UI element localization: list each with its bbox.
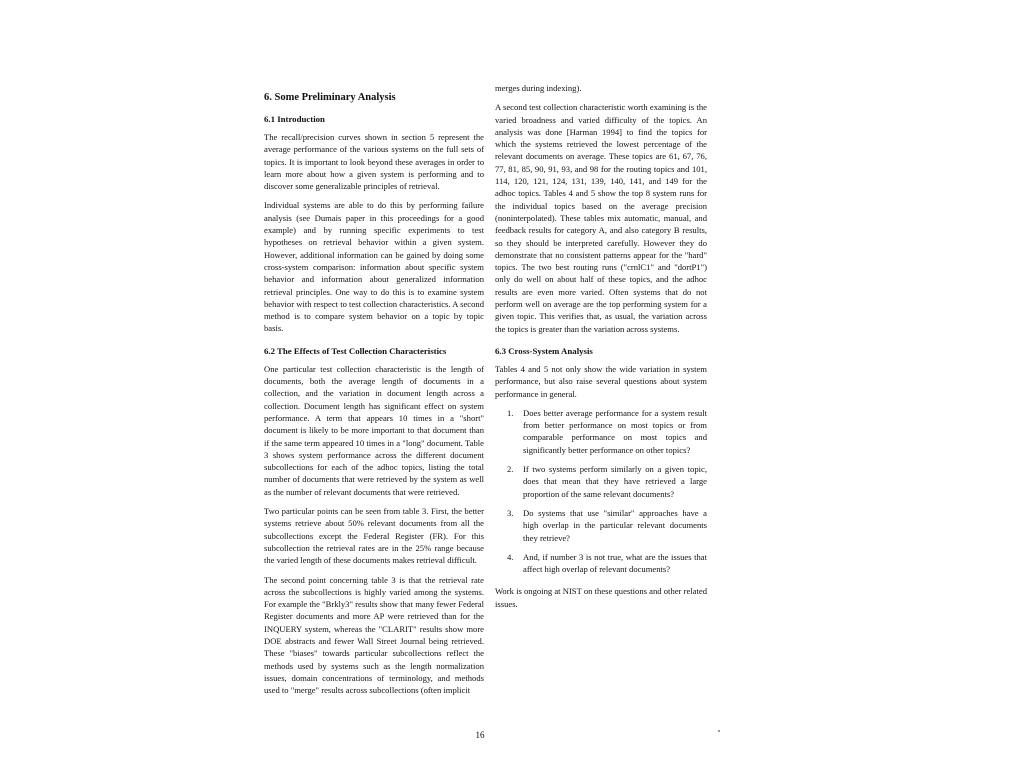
paragraph: Tables 4 and 5 not only show the wide variation in system performance, but also raise several questions about system performance in general. [495,363,707,399]
paragraph: Work is ongoing at NIST on these questions and other related issues. [495,586,707,609]
paragraph: The second point concerning table 3 is that the retrieval rate across the subcollections is highly varied among the systems. For example the "Brkly3" results show that many fewer Federal Register documents and more AP were retrieved than for the INQUERY system, whereas the "CLARIT" results show more DOE abstracts and fewer Wall Street Journal being retrieved. These "biases" towards particular subcollections reflect the methods used by systems such as the length normalization issues, domain concentrations of terminology, and methods used to "merge" results across subcollections (often implicit [264,574,484,696]
list-item [495,507,707,544]
list-item [495,407,707,456]
paragraph: The recall/precision curves shown in section 5 represent the average performance of the various systems on the full sets of topics. It is important to look beyond these averages in order to learn more about how a given system is performing and to discover some generalizable principles of retrieval. [264,132,484,192]
subsection-heading-6-3: 6.3 Cross-System Analysis [495,345,593,356]
section-title: 6. Some Preliminary Analysis [264,92,396,103]
list-number: 4. [507,551,514,562]
list-number: 2. [507,464,514,475]
list-number: 1. [507,407,514,418]
list-item-text: If two systems perform similarly on a given topic, does that mean that they have retrieved a large proportion of the same relevant documents? [523,464,707,499]
list-item [495,551,707,576]
question-list [495,407,707,576]
list-item-text: And, if number 3 is not true, what are the issues that affect high overlap of relevant documents? [523,551,707,575]
page-number: 16 [475,730,485,740]
paragraph: Two particular points can be seen from table 3. First, the better systems retrieve about 50% relevant documents from all the subcollections except the Federal Register (FR). For this subcollection the retrieval rates are in the 25% range because the varied length of these documents makes retrieval difficult. [264,506,484,566]
subsection-heading-6-1: 6.1 Introduction [264,114,325,124]
paragraph: Individual systems are able to do this by performing failure analysis (see Dumais paper in this proceedings for a good example) and by running specific experiments to test hypotheses on retrieval behavior within a given system. However, additional information can be gained by doing some cross-system comparison: information about specific system behavior and information about generalized information retrieval principles. One way to do this is to examine system behavior with respect to test collection characteristics. A second method is to compare system behavior on a topic by topic basis. [264,200,484,334]
paragraph: One particular test collection characteristic is the length of documents, both the average length of documents in a collection, and the variation in document length across a collection. Document length has significant effect on system performance. A term that appears 10 times in a "short" document is likely to be more important to that document than if the same term appeared 10 times in a "long" document. Table 3 shows system performance across the different document subcollections for each of the adhoc topics, listing the total number of documents that were retrieved by the system as well as the number of relevant documents that were retrieved. [264,363,484,497]
right-column [495,82,707,617]
paragraph-continuation: merges during indexing). [495,83,582,93]
scan-speck [718,730,720,732]
list-item-text: Do systems that use "similar" approaches have a high overlap in the particular relevant documents they retrieve? [523,507,707,543]
list-item [495,463,707,500]
left-column [264,91,484,703]
list-number: 3. [507,507,514,518]
paragraph: A second test collection characteristic worth examining is the varied broadness and varied difficulty of the topics. An analysis was done [Harman 1994] to find the topics for which the systems retrieved the lowest percentage of the relevant documents on average. These topics are 61, 67, 76, 77, 81, 85, 90, 91, 93, and 98 for the routing topics and 101, 114, 120, 121, 124, 131, 139, 140, 141, and 149 for the adhoc topics. Tables 4 and 5 show the top 8 system runs for the individual topics based on the average precision (noninterpolated). These tables mix automatic, manual, and feedback results for category A, and also category B results, so they should be interpreted carefully. However they do demonstrate that no consistent patterns appear for the "hard" topics. The two best routing runs ("crnlC1" and "dortP1") only do well on about half of these topics, and the adhoc results are even more varied. Often systems that do not perform well on average are the top performing system for a given topic. This verifies that, as usual, the variation across the topics is greater than the variation across systems. [495,102,707,334]
subsection-heading-6-2: 6.2 The Effects of Test Collection Characteristics [264,345,447,356]
list-item-text: Does better average performance for a system result from better performance on most topics or from comparable performance on most topics and significantly better performance on other topics? [523,407,707,455]
